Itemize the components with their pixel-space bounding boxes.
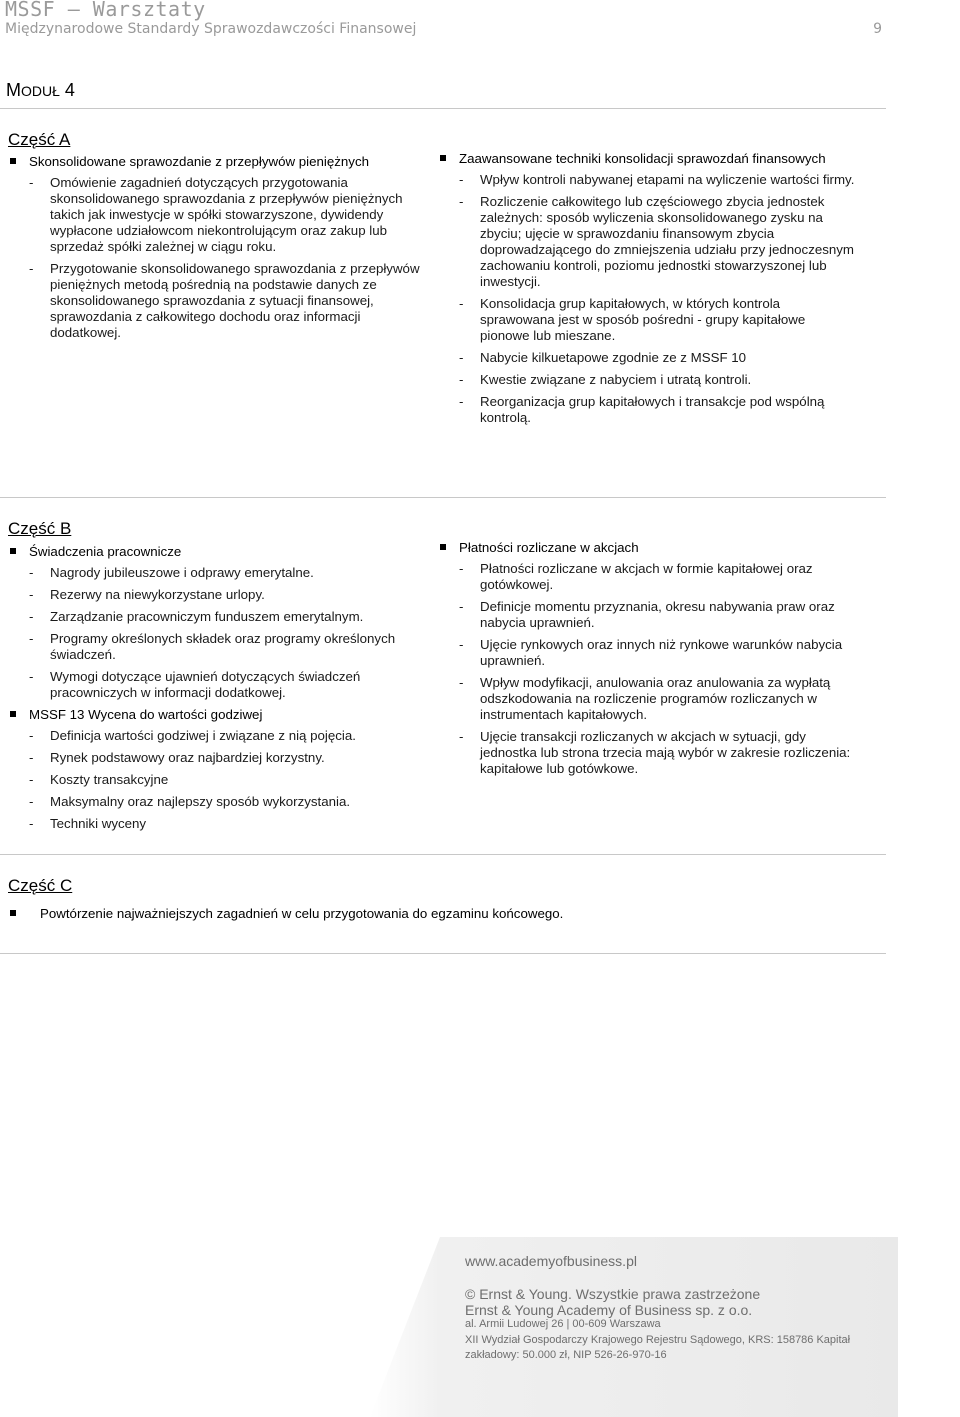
footer-address: al. Armii Ludowej 26 | 00-609 Warszawa (465, 1318, 661, 1330)
document-title: MSSF – Warsztaty (5, 0, 206, 21)
sub-item: - Omówienie zagadnień dotyczących przygotowania skonsolidowanego sprawozdania z przepływów pieniężnych takich jak inwestycje w spółki stowarzyszone, dywidendy wypłacone udziałowcom niekontrolującym oraz zakup lub sprzedaż spółki zależnej w ciągu roku. (8, 175, 426, 255)
sub-item: - Zarządzanie pracowniczym funduszem emerytalnym. (8, 609, 426, 625)
bullet-item: MSSF 13 Wycena do wartości godziwej (8, 707, 426, 723)
divider-bottom (0, 953, 886, 954)
sub-item: - Koszty transakcyjne (8, 772, 426, 788)
sub-item: - Maksymalny oraz najlepszy sposób wykorzystania. (8, 794, 426, 810)
sub-item: - Płatności rozliczane w akcjach w formie kapitałowej oraz gotówkowej. (438, 561, 856, 593)
sub-item: - Ujęcie transakcji rozliczanych w akcjach w sytuacji, gdy jednostka lub strona trzecia mają wybór w zakresie rozliczenia: kapitałowe lub gotówkowe. (438, 729, 856, 777)
bullet-item: Skonsolidowane sprawozdanie z przepływów pieniężnych (8, 154, 426, 170)
sub-item: - Przygotowanie skonsolidowanego sprawozdania z przepływów pieniężnych metodą pośrednią na podstawie danych ze skonsolidowanego sprawozdania z sytuacji finansowej, sprawozdania z całkowitego dochodu oraz informacji dodatkowej. (8, 261, 426, 341)
sub-item: - Definicja wartości godziwej i związane z nią pojęcia. (8, 728, 426, 744)
sub-item: - Wymogi dotyczące ujawnień dotyczących świadczeń pracowniczych w informacji dodatkowej. (8, 669, 426, 701)
part-a-title: Część A (8, 130, 71, 149)
sub-item: - Rezerwy na niewykorzystane urlopy. (8, 587, 426, 603)
module-heading (6, 80, 75, 101)
footer-copyright: © Ernst & Young. Wszystkie prawa zastrzeżone (465, 1286, 761, 1302)
sub-item: - Nabycie kilkuetapowe zgodnie ze z MSSF 10 (438, 350, 856, 366)
bullet-item: Zaawansowane techniki konsolidacji sprawozdań finansowych (438, 151, 856, 167)
part-c-list (8, 906, 868, 927)
bullet-item: Płatności rozliczane w akcjach (438, 540, 856, 556)
sub-item: - Wpływ kontroli nabywanej etapami na wyliczenie wartości firmy. (438, 172, 856, 188)
sub-item: - Nagrody jubileuszowe i odprawy emerytalne. (8, 565, 426, 581)
divider-a-b (0, 497, 886, 498)
bullet-item: Powtórzenie najważniejszych zagadnień w celu przygotowania do egzaminu końcowego. (8, 906, 868, 922)
part-c-title: Część C (8, 876, 73, 895)
module-number: 4 (64, 80, 75, 100)
sub-item: - Ujęcie rynkowych oraz innych niż rynkowe warunków nabycia uprawnień. (438, 637, 856, 669)
part-b-title: Część B (8, 519, 72, 538)
footer-website: www.academyofbusiness.pl (465, 1253, 637, 1269)
sub-item: - Techniki wyceny (8, 816, 426, 832)
sub-item: - Rynek podstawowy oraz najbardziej korzystny. (8, 750, 426, 766)
footer-registry: XII Wydział Gospodarczy Krajowego Rejestru Sądowego, KRS: 158786 Kapitał zakładowy: 50.000 zł, NIP 526-26-970-16 (465, 1334, 851, 1361)
sub-item: - Kwestie związane z nabyciem i utratą kontroli. (438, 372, 856, 388)
sub-item: - Programy określonych składek oraz programy określonych świadczeń. (8, 631, 426, 663)
sub-item: - Definicje momentu przyznania, okresu nabywania praw oraz nabycia uprawnień. (438, 599, 856, 631)
page-number: 9 (873, 21, 882, 37)
sub-item: - Wpływ modyfikacji, anulowania oraz anulowania za wypłatą odszkodowania na rozliczenie programów rozliczanych w instrumentach kapitałowych. (438, 675, 856, 723)
divider-top (0, 108, 886, 109)
module-heading-rest: ODUŁ (21, 83, 60, 99)
divider-b-c (0, 854, 886, 855)
module-heading-initial: M (6, 80, 21, 100)
bullet-item: Świadczenia pracownicze (8, 544, 426, 560)
part-a-right-column (438, 151, 856, 432)
footer-company: Ernst & Young Academy of Business sp. z o.o. (465, 1302, 753, 1318)
sub-item: - Konsolidacja grup kapitałowych, w których kontrola sprawowana jest w sposób pośredni - grupy kapitałowe pionowe lub mieszane. (438, 296, 856, 344)
sub-item: - Reorganizacja grup kapitałowych i transakcje pod wspólną kontrolą. (438, 394, 856, 426)
sub-item: - Rozliczenie całkowitego lub częściowego zbycia jednostek zależnych: sposób wyliczenia skonsolidowanego zysku na zbyciu; ujęcie w sprawozdaniu finansowym zbycia doprowadzającego do zmniejszenia udziału przy jednoczesnym zachowaniu kontroli, poziomu jednostki stowarzyszonej lub inwestycji. (438, 194, 856, 290)
part-b-left-column (8, 544, 426, 838)
part-b-right-column (438, 540, 856, 783)
document-subtitle: Międzynarodowe Standardy Sprawozdawczości Finansowej (5, 21, 417, 37)
part-a-left-column (8, 154, 426, 347)
